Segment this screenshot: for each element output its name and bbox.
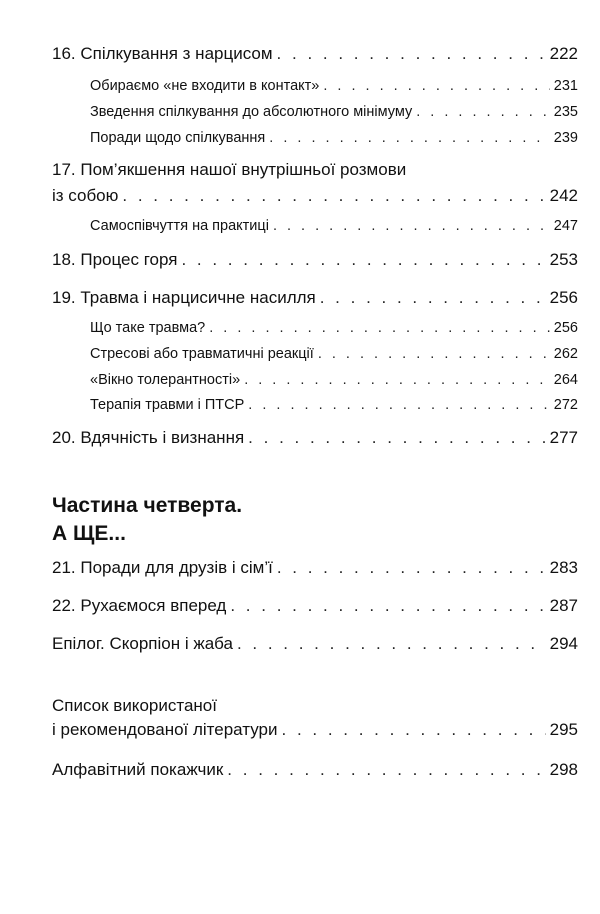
leader-dots	[416, 104, 550, 120]
leader-dots	[227, 760, 545, 780]
entry-page: 295	[549, 720, 578, 739]
toc-entry-sub	[90, 218, 578, 234]
leader-dots	[273, 218, 550, 234]
toc-entry-sub	[90, 78, 578, 94]
entry-page: 262	[553, 346, 578, 362]
leader-dots	[181, 250, 545, 270]
leader-dots	[209, 320, 550, 336]
leader-dots	[320, 288, 546, 308]
leader-dots	[237, 634, 546, 654]
toc-entry-sub	[90, 397, 578, 413]
toc-entry-sub	[90, 104, 578, 120]
entry-page: 253	[549, 250, 578, 269]
leader-dots	[318, 346, 550, 362]
entry-title: Що таке травма?	[90, 320, 206, 336]
entry-page: 231	[553, 78, 578, 94]
entry-page: 277	[549, 428, 578, 447]
entry-page: 235	[553, 104, 578, 120]
leader-dots	[244, 372, 550, 388]
leader-dots	[323, 78, 549, 94]
entry-page: 247	[553, 218, 578, 234]
leader-dots	[269, 130, 550, 146]
leader-dots	[277, 44, 546, 64]
entry-page: 287	[549, 596, 578, 615]
leader-dots	[277, 558, 546, 578]
leader-dots	[248, 428, 545, 448]
entry-page: 256	[549, 288, 578, 307]
entry-title-line2: і рекомендованої літератури	[52, 720, 278, 739]
entry-title: 16. Спілкування з нарцисом	[52, 44, 273, 63]
entry-title: Поради щодо спілкування	[90, 130, 266, 146]
entry-page: 256	[553, 320, 578, 336]
entry-title: Алфавітний покажчик	[52, 760, 224, 779]
entry-title: 22. Рухаємося вперед	[52, 596, 227, 615]
leader-dots	[230, 596, 545, 616]
leader-dots	[282, 720, 546, 740]
toc-entry-ch16	[52, 44, 578, 64]
entry-title: 19. Травма і нарцисичне насилля	[52, 288, 316, 307]
toc-entry-sub	[90, 372, 578, 388]
entry-title-line2: із собою	[52, 186, 119, 205]
leader-dots	[122, 186, 545, 206]
toc-entry-index	[52, 760, 578, 780]
entry-page: 298	[549, 760, 578, 779]
entry-title-line1: Список використаної	[52, 696, 217, 715]
entry-title: Терапія травми і ПТСР	[90, 397, 245, 413]
entry-title-line1: 17. Пом’якшення нашої внутрішньої розмови	[52, 160, 407, 179]
entry-title: 18. Процес горя	[52, 250, 178, 269]
entry-page: 222	[549, 44, 578, 63]
leader-dots	[248, 397, 550, 413]
entry-page: 294	[549, 634, 578, 653]
toc-entry-ch17-cont	[52, 186, 578, 206]
toc-entry-ch19	[52, 288, 578, 308]
part-heading	[52, 492, 242, 548]
toc-entry-sub	[90, 130, 578, 146]
entry-title: Обираємо «не входити в контакт»	[90, 78, 320, 94]
entry-title: Епілог. Скорпіон і жаба	[52, 634, 233, 653]
entry-title: 20. Вдячність і визнання	[52, 428, 245, 447]
toc-entry-ch22	[52, 596, 578, 616]
toc-entry-ch20	[52, 428, 578, 448]
toc-entry-epilogue	[52, 634, 578, 654]
entry-page: 272	[553, 397, 578, 413]
entry-title: «Вікно толерантності»	[90, 372, 241, 388]
part-heading-line2: А ЩЕ...	[52, 522, 126, 545]
toc-entry-sub	[90, 346, 578, 362]
entry-title: Зведення спілкування до абсолютного мінімуму	[90, 104, 413, 120]
toc-entry-ch21	[52, 558, 578, 578]
entry-page: 239	[553, 130, 578, 146]
entry-page: 242	[549, 186, 578, 205]
entry-title: Самоспівчуття на практиці	[90, 218, 269, 234]
toc-entry-ch17	[52, 160, 578, 180]
toc-entry-bibliography	[52, 696, 578, 716]
part-heading-line1: Частина четверта.	[52, 494, 243, 517]
toc-entry-sub	[90, 320, 578, 336]
entry-title: Стресові або травматичні реакції	[90, 346, 314, 362]
entry-page: 264	[553, 372, 578, 388]
toc-entry-bibliography-cont	[52, 720, 578, 740]
toc-entry-ch18	[52, 250, 578, 270]
entry-page: 283	[549, 558, 578, 577]
entry-title: 21. Поради для друзів і сім’ї	[52, 558, 273, 577]
